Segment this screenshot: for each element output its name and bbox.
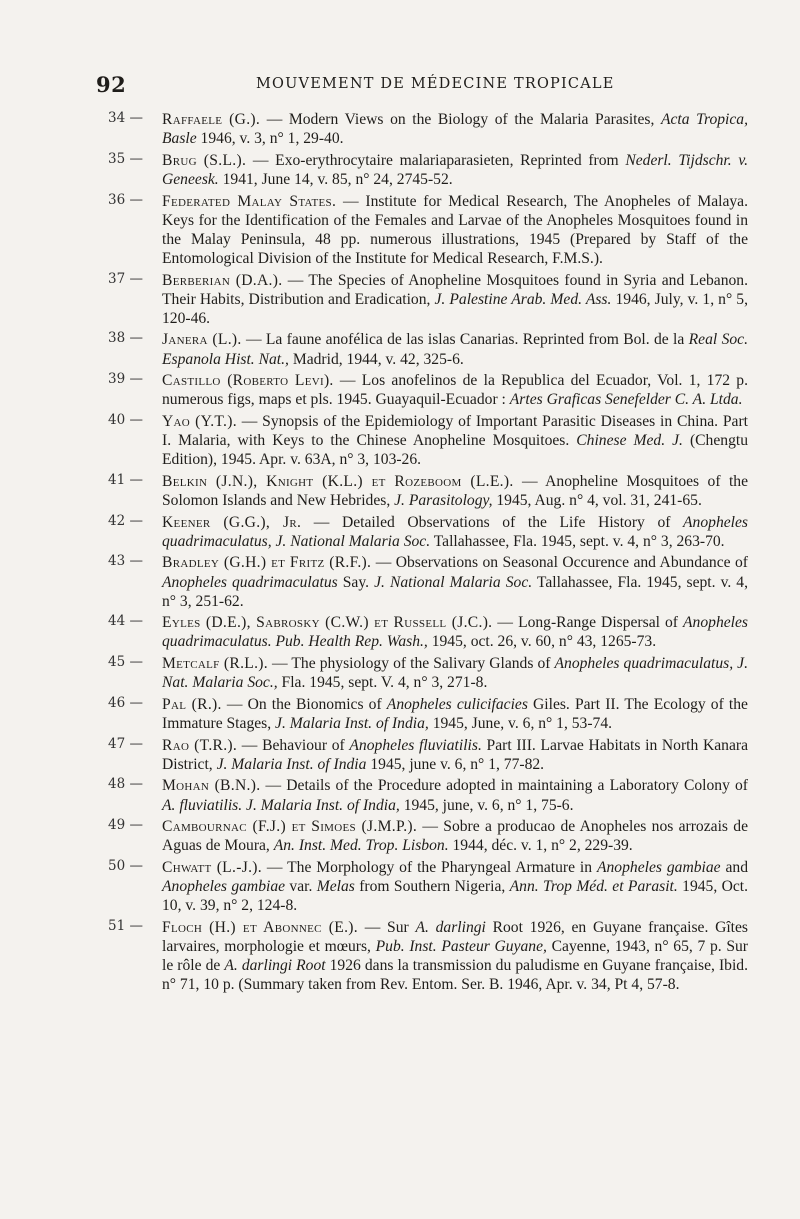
reference-italic: Anopheles quadrimaculatus: [162, 573, 338, 591]
reference-segment: — La faune anofélica de las islas Canarias. Reprinted from Bol. de la: [241, 331, 689, 349]
reference-segment: 1945, Oct. 10, v. 39, n° 2, 124-8.: [162, 878, 749, 915]
reference-segment: Tallahassee, Fla. 1945, sept. v. 4, n° 3, 251-62.: [162, 573, 748, 610]
reference-text: [162, 271, 748, 328]
reference-segment: Fla. 1945, sept. V. 4, n° 3, 271-8.: [277, 674, 488, 692]
reference-segment: 1946, July, v. 1, n° 5, 120-46.: [162, 290, 748, 327]
reference-italic: Anopheles quadrimaculatus. Pub. Health Rep. Wash.,: [162, 614, 748, 651]
reference-text: [162, 776, 748, 814]
reference-text: [162, 553, 748, 610]
reference-segment: 1944, déc. v. 1, n° 2, 229-39.: [448, 837, 633, 855]
reference-number: 44 —: [108, 613, 143, 630]
reference-segment: Say.: [337, 573, 375, 591]
reference-italic: J. Parasitology,: [394, 491, 493, 509]
reference-text: [162, 858, 748, 915]
reference-segment: from Southern Nigeria,: [354, 878, 510, 896]
reference-entry: [108, 654, 748, 692]
reference-segment: 1945, june, v. 6, n° 1, 75-6.: [399, 796, 574, 814]
reference-entry: [108, 817, 748, 855]
reference-italic: Pub. Inst. Pasteur Guyane,: [375, 937, 547, 955]
reference-number: 51 —: [108, 917, 143, 934]
reference-entry: [108, 271, 748, 328]
reference-author: Yao (Y.T.).: [162, 412, 237, 430]
reference-italic: Anopheles quadrimaculatus, J. Nat. Malaria Soc.,: [162, 655, 748, 692]
reference-list: [108, 110, 748, 997]
reference-italic: Anopheles fluviatilis.: [349, 736, 482, 754]
reference-text: [162, 330, 748, 368]
reference-segment: — Exo-erythrocytaire malariaparasieten, Reprinted from: [246, 151, 626, 169]
reference-italic: An. Inst. Med. Trop. Lisbon.: [273, 837, 449, 855]
reference-entry: [108, 736, 748, 774]
reference-italic: A. fluviatilis. J. Malaria Inst. of India,: [162, 796, 400, 814]
reference-segment: Tallahassee, Fla. 1945, sept. v. 4, n° 3, 263-70.: [430, 532, 725, 550]
reference-author: Raffaele (G.).: [162, 111, 261, 128]
reference-text: [162, 918, 748, 994]
reference-segment: — Institute for Medical Research, The Anopheles of Malaya. Keys for the Identification of the Females and Larvae of the Anopheles Mosquitoes found in the Malay Peninsula, 48 pp. numerous illustrations, 1945 (Prepared by Staff of the Entomological Division of the Institute for Medical Research, F.M.S.).: [162, 192, 748, 267]
reference-number: 46 —: [108, 694, 143, 711]
reference-segment: — Sur: [357, 918, 416, 936]
reference-number: 39 —: [108, 371, 143, 388]
reference-segment: — Long-Range Dispersal of: [492, 614, 684, 632]
reference-text: [162, 513, 748, 551]
reference-segment: 1945, oct. 26, v. 60, n° 43, 1265-73.: [427, 633, 657, 651]
reference-segment: Root 1926, en Guyane française. Gîtes larvaires, morphologie et mœurs,: [162, 918, 748, 955]
reference-italic: Ann. Trop Méd. et Parasit.: [509, 878, 678, 896]
reference-segment: — Observations on Seasonal Occurence and Abundance of: [371, 554, 749, 572]
reference-author: Chwatt (L.-J.).: [162, 858, 262, 876]
reference-entry: [108, 151, 748, 189]
reference-segment: — Modern Views on the Biology of the Malaria Parasites,: [260, 111, 661, 128]
reference-entry: [108, 412, 748, 469]
reference-number: 42 —: [108, 512, 143, 529]
reference-segment: — Sobre a producao de Anopheles nos arrozais de Aguas de Moura,: [162, 818, 748, 855]
reference-author: Cambournac (F.J.) et Simoes (J.M.P.).: [162, 818, 418, 836]
reference-entry: [108, 192, 748, 268]
reference-entry: [108, 110, 748, 148]
reference-text: [162, 192, 748, 268]
reference-segment: — The physiology of the Salivary Glands of: [267, 655, 555, 673]
reference-entry: [108, 330, 748, 368]
reference-text: [162, 110, 748, 148]
reference-text: [162, 695, 748, 733]
reference-segment: — Behaviour of: [237, 736, 350, 754]
reference-author: Castillo (Roberto Levi).: [162, 372, 334, 390]
reference-entry: [108, 371, 748, 409]
reference-number: 34 —: [108, 110, 143, 126]
reference-text: [162, 472, 748, 510]
reference-author: Bradley (G.H.) et Fritz (R.F.).: [162, 554, 372, 572]
reference-number: 35 —: [108, 150, 143, 167]
reference-author: Eyles (D.E.), Sabrosky (C.W.) et Russell (J.C.).: [162, 614, 493, 632]
reference-segment: — The Morphology of the Pharyngeal Armature in: [261, 858, 597, 876]
reference-author: Federated Malay States.: [162, 192, 337, 210]
reference-text: [162, 654, 748, 692]
reference-segment: Cayenne, 1943, n° 65, 7 p. Sur le rôle de: [162, 937, 749, 975]
reference-segment: — On the Bionomics of: [221, 695, 387, 713]
reference-segment: Giles. Part II. The Ecology of the Immature Stages,: [162, 695, 748, 732]
reference-author: Mohan (B.N.).: [162, 777, 261, 795]
reference-segment: — The Species of Anopheline Mosquitoes found in Syria and Lebanon. Their Habits, Distribution and Eradication,: [162, 271, 749, 308]
reference-segment: 1945, june v. 6, n° 1, 77-82.: [366, 755, 545, 773]
reference-italic: Anopheles gambiae: [162, 878, 286, 896]
reference-number: 45 —: [108, 654, 143, 671]
reference-number: 40 —: [108, 411, 143, 428]
reference-italic: A. darlingi Root: [224, 957, 326, 975]
reference-number: 41 —: [108, 471, 143, 488]
reference-segment: — Details of the Procedure adopted in maintaining a Laboratory Colony of: [260, 777, 749, 795]
reference-number: 38 —: [108, 330, 143, 347]
reference-entry: [108, 858, 748, 915]
reference-text: [162, 151, 748, 189]
reference-segment: 1946, v. 3, n° 1, 29-40.: [196, 130, 344, 148]
reference-italic: Acta Tropica, Basle: [162, 111, 748, 148]
reference-segment: 1945, Aug. n° 4, vol. 31, 241-65.: [492, 491, 702, 509]
reference-author: Pal (R.).: [162, 695, 222, 713]
reference-italic: Nederl. Tijdschr. v. Geneesk.: [162, 151, 748, 188]
reference-number: 48 —: [108, 776, 143, 793]
reference-segment: — Los anofelinos de la Republica del Ecuador, Vol. 1, 172 p. numerous figs, maps et pls. 1945. Guayaquil-Ecuador :: [162, 372, 749, 409]
reference-italic: J. Malaria Inst. of India,: [275, 714, 429, 732]
reference-author: Metcalf (R.L.).: [162, 655, 268, 673]
reference-number: 47 —: [108, 735, 143, 752]
reference-number: 36 —: [108, 191, 143, 208]
reference-italic: J. Palestine Arab. Med. Ass.: [434, 290, 612, 308]
reference-segment: Madrid, 1944, v. 42, 325-6.: [288, 350, 464, 368]
reference-author: Brug (S.L.).: [162, 151, 247, 169]
reference-author: Berberian (D.A.).: [162, 271, 283, 289]
reference-italic: Melas: [316, 878, 355, 896]
reference-segment: 1926 dans la transmission du paludisme en Guyane française, Ibid. n° 71, 10 p. (Summary taken from Rev. Entom. Ser. B. 1946, Apr. v. 34, Pt 4, 57-8.: [162, 957, 748, 994]
reference-entry: [108, 613, 748, 651]
reference-entry: [108, 553, 748, 610]
reference-segment: (Chengtu Edition), 1945. Apr. v. 63A, n° 3, 103-26.: [162, 432, 748, 469]
reference-italic: J. Malaria Inst. of India: [216, 755, 367, 773]
reference-author: Janera (L.).: [162, 331, 242, 349]
reference-author: Rao (T.R.).: [162, 736, 238, 754]
reference-text: [162, 613, 748, 651]
reference-italic: J. National Malaria Soc.: [374, 573, 533, 591]
reference-number: 43 —: [108, 553, 143, 570]
reference-text: [162, 412, 748, 469]
reference-segment: — Detailed Observations of the Life History of: [301, 513, 684, 531]
reference-entry: [108, 776, 748, 814]
reference-number: 37 —: [108, 270, 143, 287]
reference-italic: Artes Graficas Senefelder C. A. Ltda.: [509, 391, 743, 409]
reference-entry: [108, 513, 748, 551]
reference-italic: A. darlingi: [415, 918, 486, 936]
reference-segment: 1941, June 14, v. 85, n° 24, 2745-52.: [218, 170, 453, 188]
reference-italic: Anopheles culicifacies: [386, 695, 528, 713]
reference-italic: Anopheles gambiae: [596, 858, 721, 876]
reference-segment: — Anopheline Mosquitoes of the Solomon Islands and New Hebrides,: [162, 472, 748, 509]
reference-text: [162, 736, 748, 774]
reference-entry: [108, 918, 748, 994]
reference-author: Belkin (J.N.), Knight (K.L.) et Rozeboom (L.E.).: [162, 472, 514, 490]
reference-italic: Chinese Med. J.: [576, 432, 683, 450]
reference-number: 49 —: [108, 817, 143, 834]
reference-author: Floch (H.) et Abonnec (E.).: [162, 918, 358, 936]
reference-segment: — Synopsis of the Epidemiology of Important Parasitic Diseases in China. Part I. Malaria, with Keys to the Chinese Anopheline Mosquitoes.: [162, 412, 749, 450]
reference-italic: Anopheles quadrimaculatus, J. National Malaria Soc.: [162, 513, 748, 550]
reference-number: 50 —: [108, 857, 143, 874]
reference-segment: Part III. Larvae Habitats in North Kanara District,: [162, 736, 748, 773]
reference-italic: Real Soc. Espanola Hist. Nat.,: [162, 331, 748, 368]
page-number: 92: [96, 72, 127, 97]
reference-segment: var.: [285, 878, 317, 896]
reference-segment: 1945, June, v. 6, n° 1, 53-74.: [428, 714, 613, 732]
reference-text: [162, 817, 748, 855]
running-title: MOUVEMENT DE MÉDECINE TROPICALE: [256, 76, 615, 92]
reference-author: Keener (G.G.), Jr.: [162, 513, 302, 531]
reference-entry: [108, 695, 748, 733]
reference-segment: and: [720, 858, 748, 876]
reference-text: [162, 371, 748, 409]
reference-entry: [108, 472, 748, 510]
page-header: [96, 72, 716, 96]
